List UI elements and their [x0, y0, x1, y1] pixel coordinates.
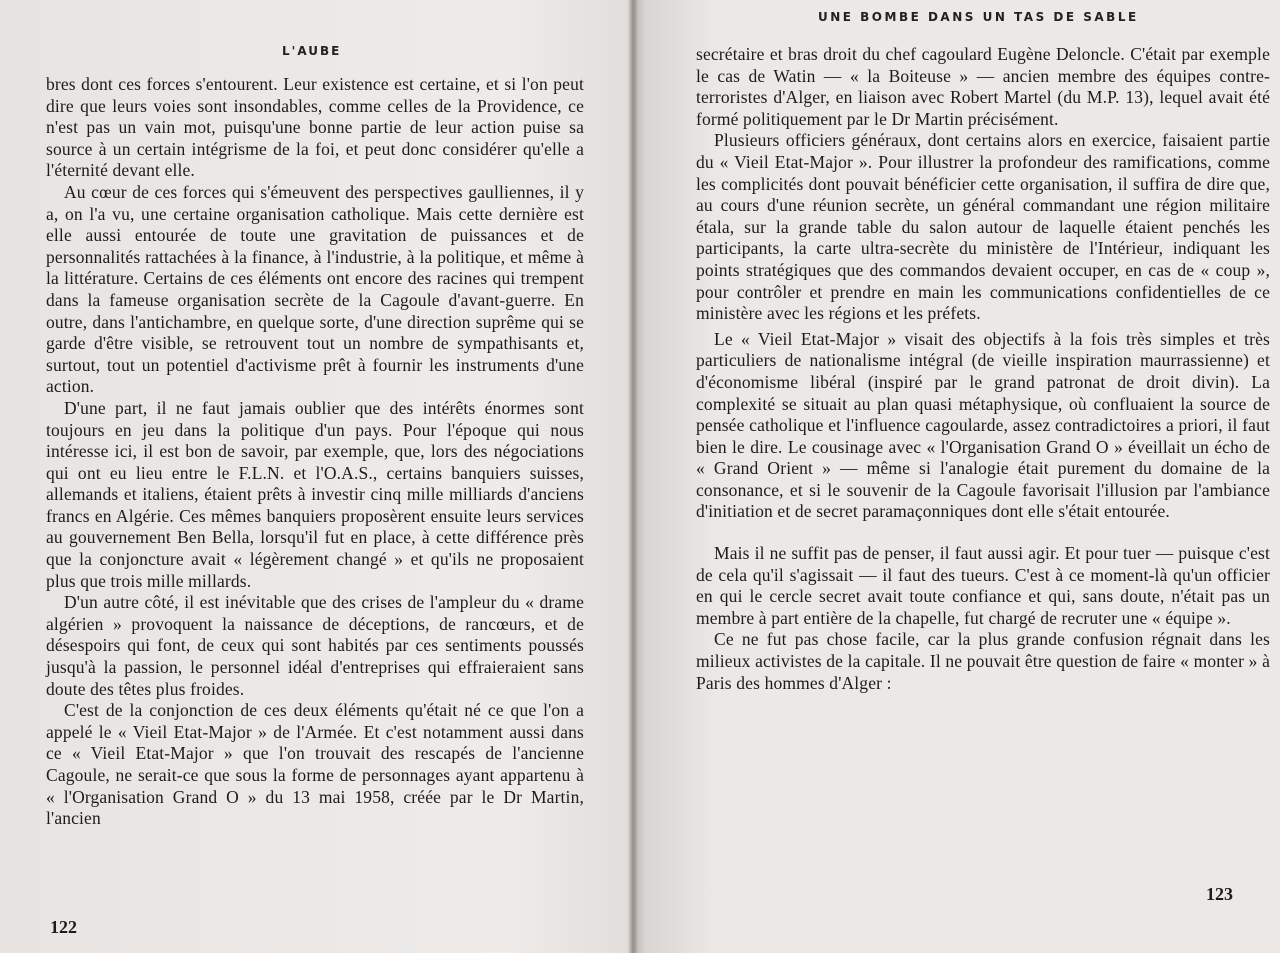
running-head: L'AUBE [282, 44, 342, 58]
paragraph: D'un autre côté, il est inévitable que des crises de l'ampleur du « drame algérien » provoquent la naissance de déceptions, de rancœurs, et de désespoirs qui font, de ceux qui sont habités par ces sentiments poussés jusqu'à la passion, le personnel idéal d'entreprises qui effraieraient sans doute des têtes plus froides. [46, 592, 584, 699]
paragraph: D'une part, il ne faut jamais oublier que des intérêts énormes sont toujours en jeu dans la politique d'un pays. Pour l'époque qui nous intéresse ici, il est bon de savoir, par exemple, que, lors des négociations qui ont eu lieu entre le F.L.N. et l'O.A.S., certains banquiers suisses, allemands et italiens, étaient prêts à investir cinq mille milliards d'anciens francs en Algérie. Ces mêmes banquiers proposèrent ensuite leurs services au gouvernement Ben Bella, lorsqu'il fut en place, à cette différence près que la conjoncture avait « légèrement changé » et qu'ils ne proposaient plus que trois mille millards. [46, 397, 584, 591]
page-number: 122 [50, 917, 77, 937]
running-head: UNE BOMBE DANS UN TAS DE SABLE [818, 10, 1139, 24]
paragraph: Plusieurs officiers généraux, dont certains alors en exercice, faisaient partie du « Vieil Etat-Major ». Pour illustrer la profondeur des ramifications, comme les complicités dont pouvait bénéficier cette organisation, il suffira de dire que, au cours d'une réunion secrète, un général commandant une région militaire étala, sur la grande table du salon autour de laquelle étaient penchés les participants, la carte ultra-secrète du ministère de l'Intérieur, indiquant les points stratégiques que des commandos devaient occuper, en cas de « coup », pour contrôler et prendre en main les communications confidentielles de ce ministère avec les régions et les préfets. [696, 130, 1270, 324]
paragraph: Au cœur de ces forces qui s'émeuvent des perspectives gaulliennes, il y a, on l'a vu, une certaine organisation catholique. Mais cette dernière est elle aussi entourée de toute une gravitation de puissances et de personnalités rattachées à la finance, à l'industrie, à la politique, et même à la littérature. Certains de ces éléments ont encore des racines qui trempent dans la fameuse organisation secrète de la Cagoule d'avant-guerre. En outre, dans l'antichambre, en quelque sorte, d'une direction suprême qui se garde d'être visible, se retrouvent tout un nombre de sympathisants et, surtout, tout un potentiel d'activisme prêt à fournir les instruments d'une action. [46, 181, 584, 397]
page-number: 123 [1206, 884, 1233, 904]
page-body [46, 74, 584, 830]
paragraph: bres dont ces forces s'entourent. Leur existence est certaine, et si l'on peut dire que leurs voies sont insondables, comme celles de la Providence, ce n'est pas un vain mot, puisqu'une bonne partie de leur action puise sa source à un certain intégrisme de la foi, et peut donc considérer qu'elle a l'éternité devant elle. [46, 74, 584, 181]
paragraph: C'est de la conjonction de ces deux éléments qu'était né ce que l'on a appelé le « Vieil Etat-Major » de l'Armée. Et c'est notamment aussi dans ce « Vieil Etat-Major » que l'on trouvait des rescapés de l'ancienne Cagoule, ne serait-ce que sous la forme de personnages ayant appartenu à « l'Organisation Grand O » du 13 mai 1958, créée par le Dr Martin, l'ancien [46, 700, 584, 829]
left-page [0, 0, 632, 953]
paragraph: Ce ne fut pas chose facile, car la plus grande confusion régnait dans les milieux activistes de la capitale. Il ne pouvait être question de faire « monter » à Paris des hommes d'Alger : [696, 629, 1270, 693]
paragraph: Mais il ne suffit pas de penser, il faut aussi agir. Et pour tuer — puisque c'est de cela qu'il s'agissait — il faut des tueurs. C'est à ce moment-là qu'un officier en qui le cercle secret avait toute confiance et qui, sans doute, n'était pas un membre à part entière de la chapelle, fut chargé de recruter une « équipe ». [696, 543, 1270, 628]
paragraph: Le « Vieil Etat-Major » visait des objectifs à la fois très simples et très particuliers de nationalisme intégral (de vieille inspiration maurrassienne) et d'économisme libéral (inspiré par le grand patronat de droit divin). La complexité se situait au plan quasi métaphysique, où confluaient la source de pensée catholique et l'influence cagoularde, assez contradictoires a priori, il faut bien le dire. Le cousinage avec « l'Organisation Grand O » éveillait un écho de « Grand Orient » — même si l'analogie était purement du domaine de la consonance, et si le souvenir de la Cagoule favorisait l'illusion par l'ambiance d'initiation et de secret paramaçonniques dont elle s'était entourée. [696, 328, 1270, 522]
page-body [696, 44, 1270, 694]
paragraph: secrétaire et bras droit du chef cagoulard Eugène Deloncle. C'était par exemple le cas de Watin — « la Boiteuse » — ancien membre des équipes contre-terroristes d'Alger, en liaison avec Robert Martel (du M.P. 13), lequel avait été formé politiquement par le Dr Martin précisément. [696, 44, 1270, 129]
right-page [636, 0, 1280, 953]
